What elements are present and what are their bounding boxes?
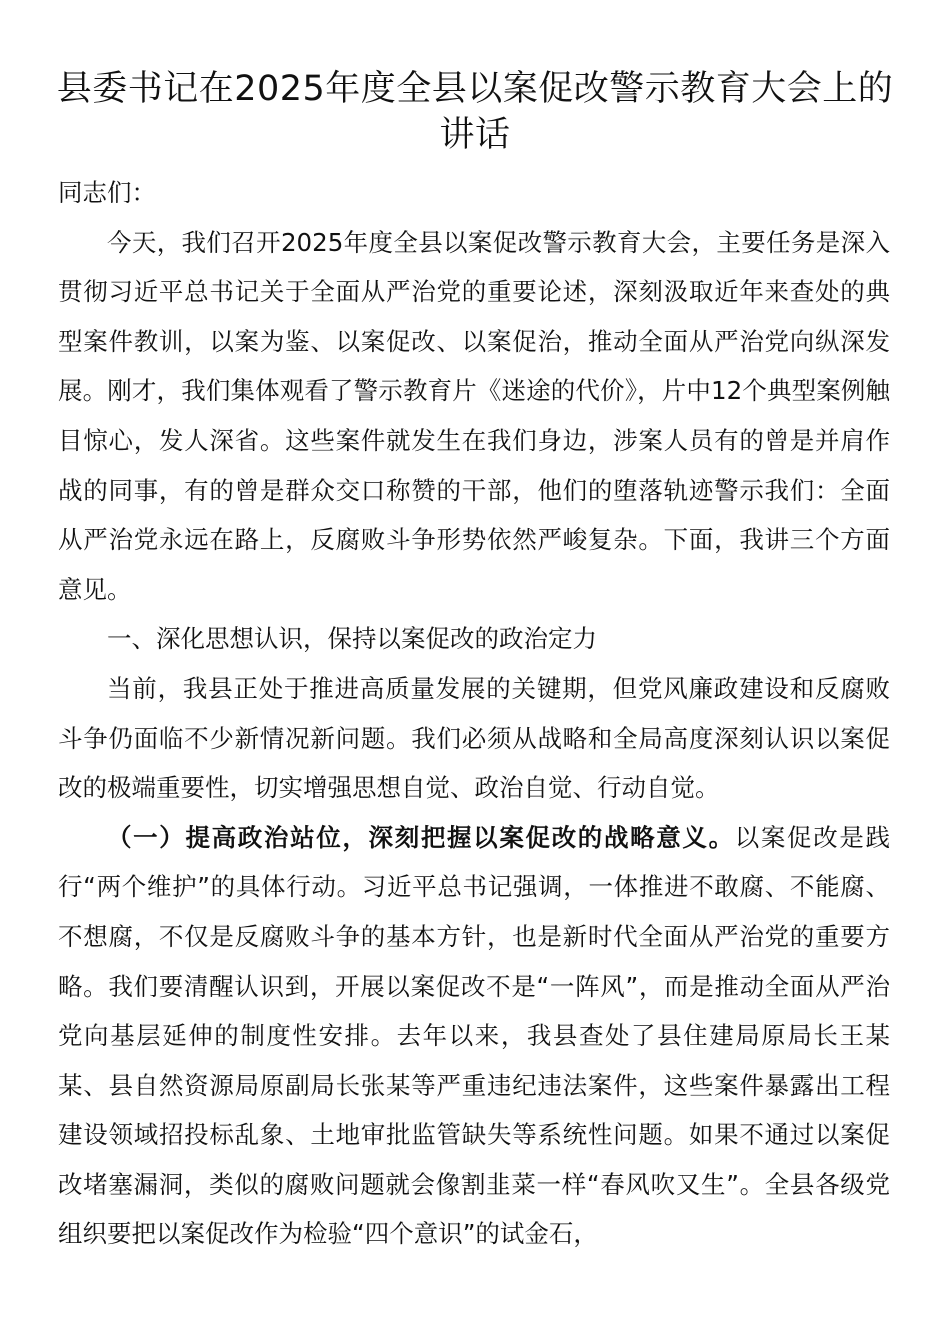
paragraph-item1 xyxy=(58,813,890,1259)
section-heading-1: 一、深化思想认识，保持以案促改的政治定力 xyxy=(107,624,597,654)
greeting: 同志们： xyxy=(58,178,156,207)
paragraph-opening: 今天，我们召开2025年度全县以案促改警示教育大会，主要任务是深入贯彻习近平总书记关于全面从严治党的重要论述，深刻汲取近年来查处的典型案件教训，以案为鉴、以案促改、以案促治，推动全面从严治党向纵深发展。刚才，我们集体观看了警示教育片《迷途的代价》，片中12个典型案例触目惊心，发人深省。这些案件就发生在我们身边，涉案人员有的曾是并肩作战的同事，有的曾是群众交口称赞的干部，他们的堕落轨迹警示我们：全面从严治党永远在路上，反腐败斗争形势依然严峻复杂。下面，我讲三个方面意见。 xyxy=(58,227,890,604)
paragraph-section1-intro: 当前，我县正处于推进高质量发展的关键期，但党风廉政建设和反腐败斗争仍面临不少新情况新问题。我们必须从战略和全局高度深刻认识以案促改的极端重要性，切实增强思想自觉、政治自觉、行动自觉。 xyxy=(58,673,890,803)
document-body xyxy=(58,168,890,1259)
item1-text: 以案促改是践行“两个维护”的具体行动。习近平总书记强调，一体推进不敢腐、不能腐、不想腐，不仅是反腐败斗争的基本方针，也是新时代全面从严治党的重要方略。我们要清醒认识到，开展以案促改不是“一阵风”，而是推动全面从严治党向基层延伸的制度性安排。去年以来，我县查处了县住建局原局长王某某、县自然资源局原副局长张某等严重违纪违法案件，这些案件暴露出工程建设领域招投标乱象、土地审批监管缺失等系统性问题。如果不通过以案促改堵塞漏洞，类似的腐败问题就会像割韭菜一样“春风吹又生”。全县各级党组织要把以案促改作为检验“四个意识”的试金石， xyxy=(58,822,891,1249)
document-title: 县委书记在2025年度全县以案促改警示教育大会上的讲话 xyxy=(56,69,894,155)
item1-lead: （一）提高政治站位，深刻把握以案促改的战略意义。 xyxy=(107,822,735,852)
